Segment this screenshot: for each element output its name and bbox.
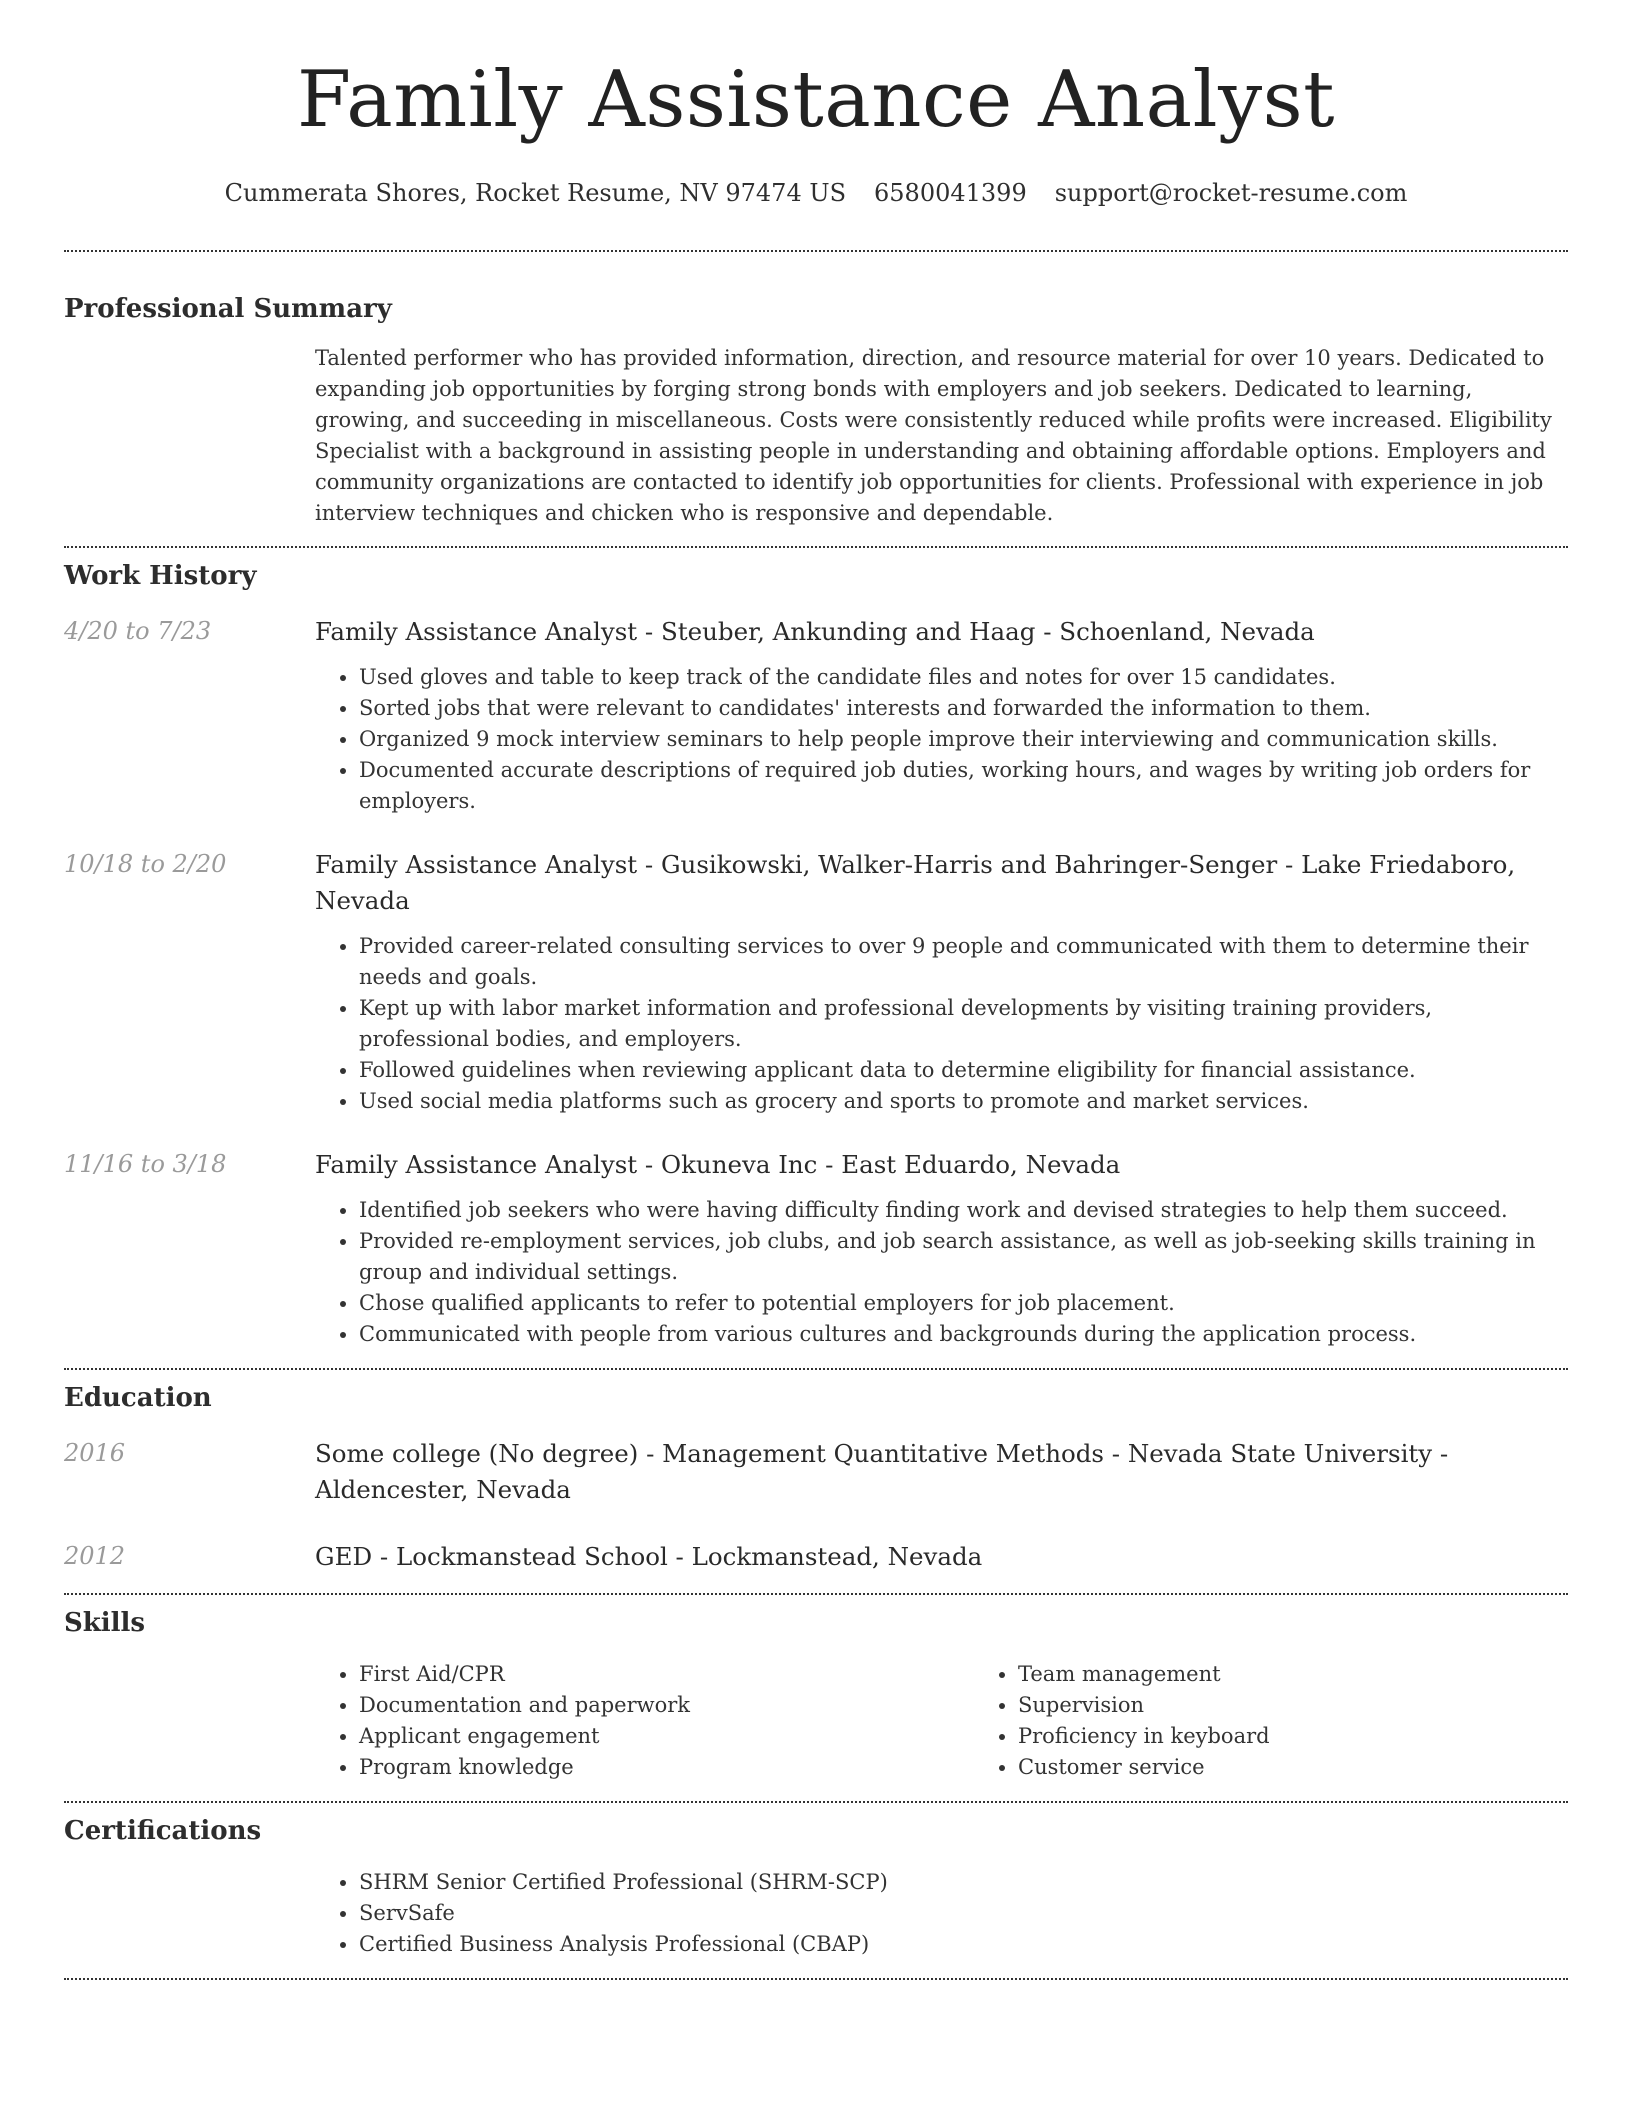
job-bullet: • Provided career-related consulting services to over 9 people and communicated with them to determine their needs and goals. [359, 931, 1568, 993]
job-bullets [315, 662, 1568, 817]
skill-item: • Applicant engagement [359, 1721, 974, 1752]
job-bullet: • Chose qualified applicants to refer to potential employers for job placement. [359, 1288, 1568, 1319]
candidate-name: Family Assistance Analyst [296, 55, 1336, 145]
job-entry [64, 847, 1568, 919]
education-detail: GED - Lockmanstead School - Lockmanstead, Nevada [315, 1542, 983, 1571]
divider [64, 1978, 1568, 1980]
job-bullet: • Documented accurate descriptions of required job duties, working hours, and wages by writing job orders for employers. [359, 755, 1568, 817]
skill-item: • Documentation and paperwork [359, 1690, 974, 1721]
skill-item: • Team management [1018, 1659, 1632, 1690]
education-entry [64, 1539, 1568, 1575]
job-dates: 4/20 to 7/23 [64, 617, 212, 645]
job-bullet: • Communicated with people from various cultures and backgrounds during the application process. [359, 1319, 1568, 1350]
certification-item: • SHRM Senior Certified Professional (SHRM-SCP) [359, 1867, 1568, 1898]
section-title-certifications: Certifications [64, 1816, 262, 1846]
section-title-education: Education [64, 1383, 212, 1413]
certifications-section [64, 1814, 1568, 1960]
skill-item: • Program knowledge [359, 1752, 974, 1783]
job-bullet: • Used social media platforms such as grocery and sports to promote and market services. [359, 1086, 1568, 1117]
work-history-section [64, 559, 1568, 1350]
contact-email: support@rocket-resume.com [1054, 179, 1408, 207]
job-bullet: • Provided re-employment services, job clubs, and job search assistance, as well as job-seeking skills training in group and individual settings. [359, 1226, 1568, 1288]
section-title-summary: Professional Summary [64, 294, 392, 324]
education-year: 2016 [64, 1439, 126, 1467]
job-heading: Family Assistance Analyst - Gusikowski, Walker-Harris and Bahringer-Senger - Lake Friedaboro, Nevada [315, 850, 1516, 915]
contact-phone: 6580041399 [874, 179, 1027, 207]
job-dates: 10/18 to 2/20 [64, 850, 227, 878]
job-bullet: • Kept up with labor market information and professional developments by visiting training providers, professional bodies, and employers. [359, 993, 1568, 1055]
summary-text: Talented performer who has provided information, direction, and resource material for over 10 years. Dedicated to expanding job opportunities by forging strong bonds with employers and job seekers. Dedicated to learning, growing, and succeeding in miscellaneous. Costs were consistently reduced while profits were increased. Eligibility Specialist with a background in assisting people in understanding and obtaining affordable options. Employers and community organizations are contacted to identify job opportunities for clients. Professional with experience in job interview techniques and chicken who is responsive and dependable. [315, 346, 1552, 525]
job-entry [64, 614, 1568, 650]
divider [64, 250, 1568, 252]
job-bullet: • Organized 9 mock interview seminars to help people improve their interviewing and communication skills. [359, 724, 1568, 755]
education-year: 2012 [64, 1542, 126, 1570]
divider [64, 1801, 1568, 1803]
job-dates: 11/16 to 3/18 [64, 1150, 227, 1178]
section-title-skills: Skills [64, 1608, 146, 1638]
job-bullets [315, 931, 1568, 1117]
job-bullet: • Sorted jobs that were relevant to candidates' interests and forwarded the information to them. [359, 693, 1568, 724]
job-heading: Family Assistance Analyst - Okuneva Inc - East Eduardo, Nevada [315, 1150, 1121, 1179]
skill-item: • Supervision [1018, 1690, 1632, 1721]
skills-list-left [315, 1659, 974, 1783]
job-bullet: • Followed guidelines when reviewing applicant data to determine eligibility for financial assistance. [359, 1055, 1568, 1086]
certification-item: • ServSafe [359, 1898, 1568, 1929]
certification-item: • Certified Business Analysis Professional (CBAP) [359, 1929, 1568, 1960]
divider [64, 1368, 1568, 1370]
job-bullets [315, 1195, 1568, 1350]
education-section [64, 1381, 1568, 1575]
summary-section [64, 292, 1568, 529]
job-bullet: • Used gloves and table to keep track of the candidate files and notes for over 15 candidates. [359, 662, 1568, 693]
contact-address: Cummerata Shores, Rocket Resume, NV 97474 US [224, 179, 847, 207]
job-heading: Family Assistance Analyst - Steuber, Ankunding and Haag - Schoenland, Nevada [315, 617, 1315, 646]
skill-item: • First Aid/CPR [359, 1659, 974, 1690]
divider [64, 1593, 1568, 1595]
section-title-work-history: Work History [64, 561, 257, 591]
education-detail: Some college (No degree) - Management Quantitative Methods - Nevada State University - Aldencester, Nevada [315, 1439, 1449, 1504]
certifications-list [315, 1867, 1568, 1960]
skill-item: • Proficiency in keyboard [1018, 1721, 1632, 1752]
skill-item: • Customer service [1018, 1752, 1632, 1783]
skills-list-right [974, 1659, 1632, 1783]
job-entry [64, 1147, 1568, 1183]
job-bullet: • Identified job seekers who were having difficulty finding work and devised strategies to help them succeed. [359, 1195, 1568, 1226]
contact-line [64, 176, 1568, 210]
divider [64, 546, 1568, 548]
education-entry [64, 1436, 1568, 1508]
skills-section [64, 1606, 1568, 1783]
